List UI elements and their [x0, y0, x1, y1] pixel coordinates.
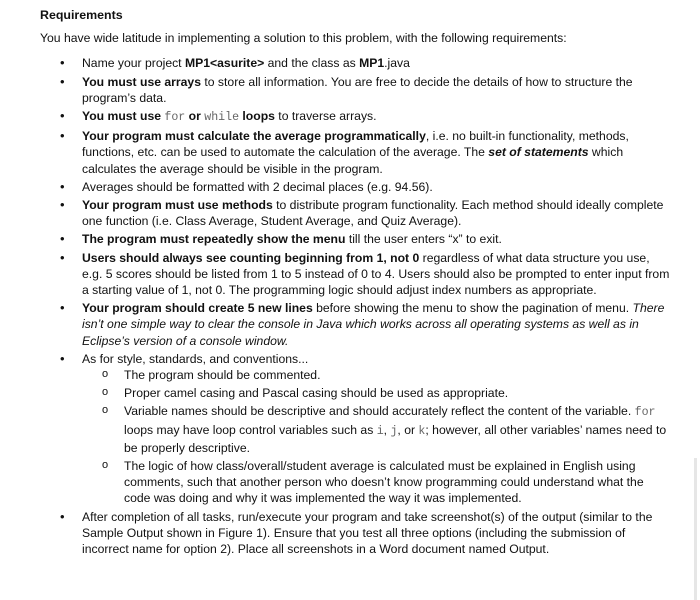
requirement-screenshots: • After completion of all tasks, run/execute your program and take screenshot(s) of the output (similar to the Sample Output shown in Figure 1). Ensure that you test all three options (including the submission of incorrect name for option 2). Place all screenshots in a Word document named Output. — [40, 509, 670, 558]
style-logic-comments: o The logic of how class/overall/student average is calculated must be explained in English using comments, such that another person who doesn’t know programming could understand what the code was doing and why it was implemented the way it was implemented. — [82, 458, 670, 507]
requirements-document — [40, 0, 670, 559]
requirement-loops: • You must use for or while loops to traverse arrays. — [40, 108, 670, 126]
style-commented: o The program should be commented. — [82, 367, 670, 383]
scrollbar[interactable] — [694, 458, 697, 600]
style-variable-names: o Variable names should be descriptive and should accurately reflect the content of the variable. for loops may have loop control variables such as i, j, or k; however, all other variables’ names need to be properly descriptive. — [82, 403, 670, 456]
requirement-average-calculation: • Your program must calculate the average programmatically, i.e. no built-in functionality, methods, functions, etc. can be used to automate the calculation of the average. The set of statements which calculates the average should be visible in the program. — [40, 128, 670, 177]
requirement-arrays: • You must use arrays to store all information. You are free to decide the details of how to structure the program’s data. — [40, 74, 670, 106]
requirement-repeat-menu: • The program must repeatedly show the menu till the user enters “x” to exit. — [40, 231, 670, 247]
style-sublist — [82, 367, 670, 507]
style-casing: o Proper camel casing and Pascal casing should be used as appropriate. — [82, 385, 670, 401]
requirement-methods: • Your program must use methods to distribute program functionality. Each method should ideally complete one function (i.e. Class Average, Student Average, and Quiz Average). — [40, 197, 670, 229]
requirement-project-name: • Name your project MP1<asurite> and the class as MP1.java — [40, 55, 670, 71]
requirement-decimal-format: • Averages should be formatted with 2 decimal places (e.g. 94.56). — [40, 179, 670, 195]
requirements-list — [40, 55, 670, 557]
intro-paragraph: You have wide latitude in implementing a solution to this problem, with the following requirements: — [40, 31, 567, 46]
section-heading: Requirements — [40, 8, 123, 22]
requirement-new-lines: • Your program should create 5 new lines before showing the menu to show the pagination of menu. There isn’t one simple way to clear the console in Java which works across all operating systems as well as in Eclipse’s version of a console window. — [40, 300, 670, 349]
requirement-counting: • Users should always see counting beginning from 1, not 0 regardless of what data structure you use, e.g. 5 scores should be listed from 1 to 5 instead of 0 to 4. Users should also be prompted to enter input from a starting value of 1, not 0. The programming logic should adjust index numbers as appropriate. — [40, 250, 670, 299]
requirement-style: • As for style, standards, and conventions... o The program should be commented. o Proper camel casing and Pascal casing should be used as appropriate. o Variable names should be descriptive and should accurately reflect the content of the variable. for loops may have loop control variables such as i, j, or k; however, all other variables’ names need to be properly descriptive. o The logic of how class/overall/student average is calculated must be explained in English using comments, such that another person who doesn’t know programming could understand what the code was doing and why it was implemented the way it was implemented. — [40, 351, 670, 507]
